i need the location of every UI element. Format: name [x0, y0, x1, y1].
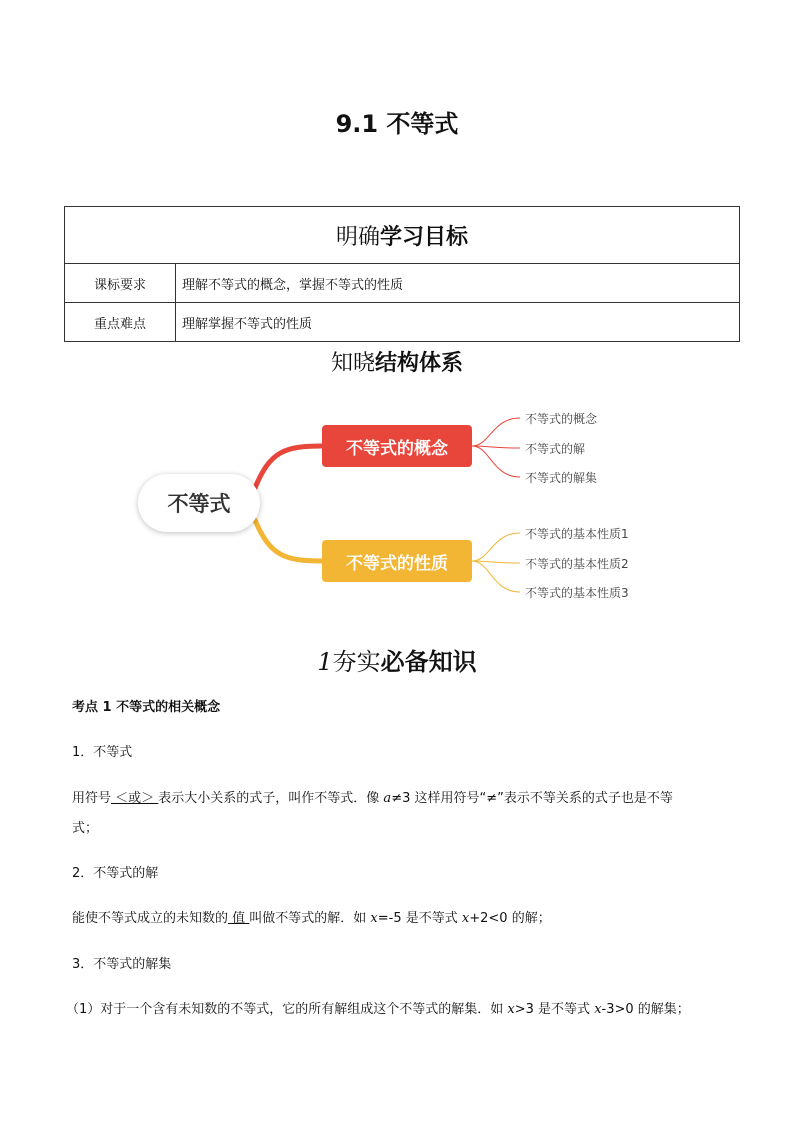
text-run: +2<0 的解；	[469, 911, 551, 926]
structure-title-bold: 结构体系	[375, 351, 464, 376]
answer-blank: 值	[228, 911, 250, 926]
page-title: 9.1 不等式	[335, 110, 459, 138]
knowledge-title	[0, 642, 794, 677]
variable: x	[461, 911, 470, 926]
goals-row-label: 重点难点	[65, 303, 176, 342]
paragraph	[66, 998, 690, 1017]
mind-map-leaf: 不等式的解集	[525, 471, 598, 485]
variable: x	[594, 1002, 602, 1017]
variable: x	[507, 1002, 515, 1017]
mind-map-branch-concept: 不等式的概念	[322, 425, 472, 467]
section-heading: 2．不等式的解	[72, 866, 159, 881]
structure-title	[0, 346, 794, 377]
learning-goals-table	[64, 206, 740, 342]
goals-row-value: 理解掌握不等式的性质	[176, 303, 740, 342]
goals-title-bold: 学习目标	[380, 224, 469, 250]
mind-map-leaf: 不等式的解	[525, 442, 586, 456]
goals-row-label: 课标要求	[65, 264, 176, 303]
goals-row	[65, 303, 740, 342]
knowledge-title-bold: 必备知识	[380, 648, 477, 676]
goals-title-light: 明确	[335, 224, 380, 250]
knowledge-title-light: 夯实	[332, 648, 381, 676]
text-run: >3 是不等式	[514, 1002, 595, 1017]
goals-header	[65, 207, 740, 264]
variable: x	[370, 911, 378, 926]
paragraph: 式；	[72, 821, 99, 836]
kaodian-heading: 考点 1 不等式的相关概念	[72, 700, 221, 715]
text-run: 叫做不等式的解．如	[249, 911, 371, 926]
paragraph	[72, 907, 551, 926]
structure-title-light: 知晓	[330, 351, 375, 376]
mind-map	[120, 396, 680, 616]
knowledge-title-number: 1	[317, 648, 333, 676]
text-run: 能使不等式成立的未知数的	[72, 911, 229, 926]
text-run: ≠3 这样用符号“≠”表示不等关系的式子也是不等	[391, 791, 673, 806]
paragraph	[72, 787, 673, 806]
mind-map-leaf: 不等式的基本性质2	[525, 557, 629, 571]
variable: a	[383, 791, 392, 806]
text-run: 用符号	[72, 791, 112, 806]
answer-blank: ＜或＞	[111, 791, 159, 806]
section-heading: 3．不等式的解集	[72, 957, 172, 972]
text-run: （1）对于一个含有未知数的不等式，它的所有解组成这个不等式的解集．如	[66, 1002, 508, 1017]
goals-row-value: 理解不等式的概念，掌握不等式的性质	[176, 264, 740, 303]
text-run: 表示大小关系的式子，叫作不等式．像	[158, 791, 384, 806]
section-heading: 1．不等式	[72, 745, 133, 760]
goals-row	[65, 264, 740, 303]
mind-map-leaf: 不等式的基本性质1	[525, 527, 629, 541]
mind-map-branch-property: 不等式的性质	[322, 540, 472, 582]
text-run: -3>0 的解集；	[601, 1002, 690, 1017]
mind-map-leaf: 不等式的基本性质3	[525, 586, 629, 600]
mind-map-leaf: 不等式的概念	[525, 412, 598, 426]
text-run: =-5 是不等式	[377, 911, 462, 926]
mind-map-root: 不等式	[138, 474, 260, 532]
